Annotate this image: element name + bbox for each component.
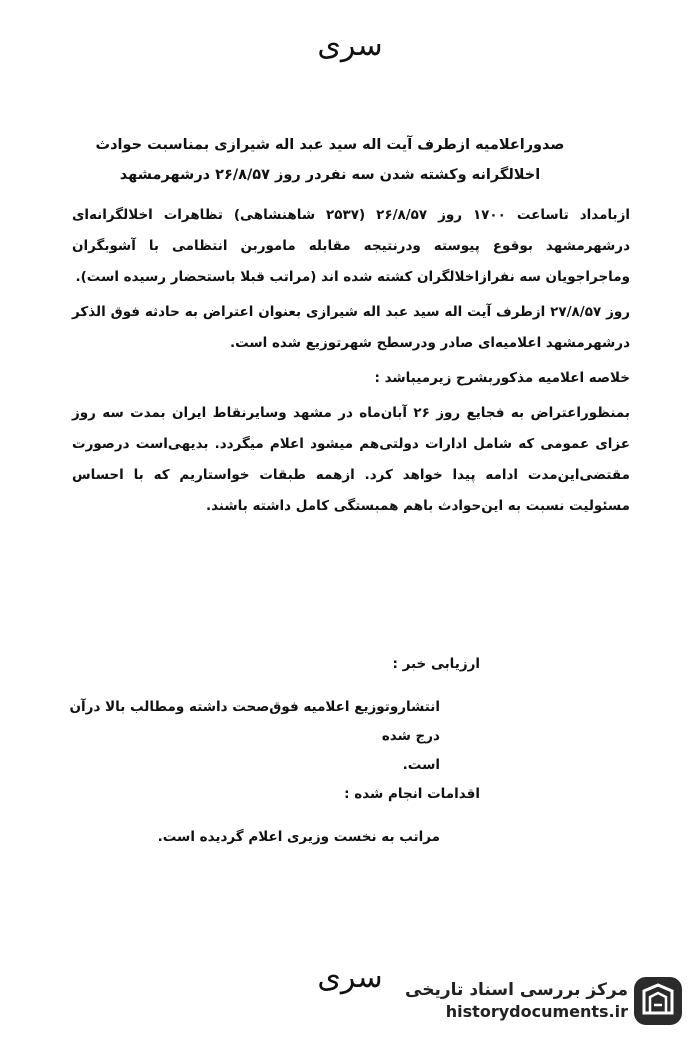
actions-text: مراتب به نخست وزیری اعلام گردیده است. (157, 829, 440, 845)
subject-block (60, 130, 600, 190)
paragraph-2: روز ۲۷/۸/۵۷ ازطرف آیت اله سید عبد اله شیرازی بعنوان اعتراض به حادثه فوق الذکر درشهرمشهد اعلامیه‌ای صادر ودرسطح شهرتوزیع شده است. (72, 304, 630, 351)
subject-line-1: صدوراعلامیه ازطرف آیت اله سید عبد اله شیرازی بمناسبت حوادث (95, 137, 565, 153)
watermark (388, 975, 688, 1031)
subject-line-2: اخلالگرانه وکشته شدن سه نفردر روز ۲۶/۸/۵۷ درشهرمشهد (119, 167, 541, 183)
body-text (72, 200, 630, 526)
classification-top: سری (317, 28, 383, 63)
watermark-text (405, 979, 628, 1023)
watermark-name: مرکز بررسی اسناد تاریخی (405, 980, 628, 1000)
evaluation-text-1: انتشاروتوزیع اعلامیه فوق‌صحت داشته ومطالب بالا درآن درج شده (69, 699, 440, 744)
evaluation-text-2: است. (402, 757, 440, 773)
actions-heading: اقدامات انجام شده : (344, 786, 480, 802)
watermark-url: historydocuments.ir (445, 1002, 628, 1021)
paragraph-4: بمنظوراعتراض به فجایع روز ۲۶ آبان‌ماه در مشهد وسایرنقاط ایران بمدت سه روز عزای عمومی که شامل ادارات دولتی‌هم میشود اعلام میگردد. بدیهی‌است درصورت مقتضی‌این‌مدت ادامه پیدا خواهد کرد. ازهمه طبقات خواستاریم که با احساس مسئولیت نسبت به این‌حوادث باهم همبستگی کامل داشته باشند. (72, 405, 631, 514)
evaluation-block (60, 650, 480, 852)
classification-bottom: سری (317, 960, 383, 995)
evaluation-heading: ارزیابی خبر : (392, 656, 480, 672)
paragraph-3: خلاصه اعلامیه مذکوربشرح زیرمیباشد : (374, 370, 630, 386)
archive-logo-icon (632, 975, 684, 1027)
paragraph-1: ازبامداد تاساعت ۱۷۰۰ روز ۲۶/۸/۵۷ (۲۵۳۷ شاهنشاهی) تظاهرات اخلالگرانه‌ای درشهرمشهد بوقوع پیوسته ودرنتیجه مقابله ماموربن انتظامی با آشوبگران وماجراجویان سه نفرازاخلالگران کشته شده اند (مراتب قبلا باستحضار رسیده است). (72, 207, 630, 285)
